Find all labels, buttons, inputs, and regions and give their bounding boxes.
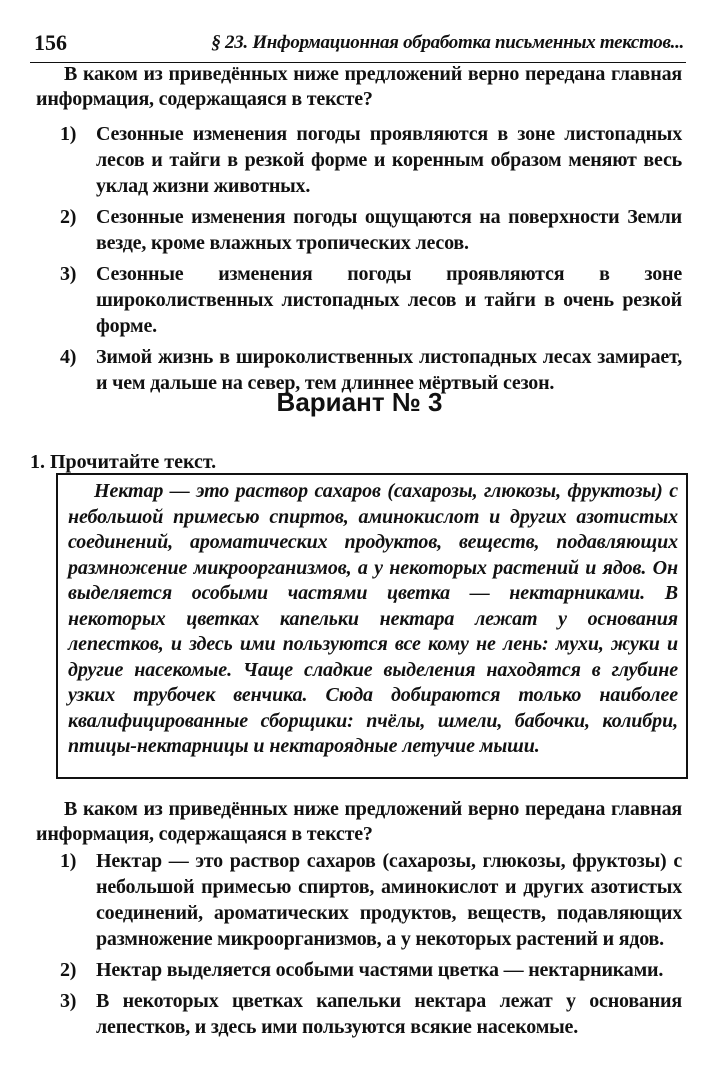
answer-option — [56, 988, 682, 1040]
task-1-label — [30, 451, 216, 474]
task-instruction: Прочитайте текст. — [50, 451, 217, 473]
option-text: Нектар — это раствор сахаров (сахарозы, глюкозы, фруктозы) с небольшой примесью спиртов, аминокислот и других азотистых соединений, ароматических продуктов, веществ, подавляющих размножение микроорганизмов, а у некоторых растений и ядов. — [96, 850, 682, 950]
answer-option — [56, 121, 682, 199]
task-number: 1. — [30, 451, 45, 473]
option-text: Зимой жизнь в широколиственных листопадных лесах замирает, и чем дальше на север, тем длиннее мёртвый сезон. — [96, 346, 682, 394]
running-title: § 23. Информационная обработка письменных текстов... — [211, 32, 684, 53]
question-2-prompt: В каком из приведённых ниже предложений верно передана главная информация, содержащаяся в тексте? — [36, 798, 682, 845]
option-text: В некоторых цветках капельки нектара лежат у основания лепестков, и здесь ими пользуются всякие насекомые. — [96, 990, 682, 1038]
variant-title: Вариант № 3 — [276, 387, 443, 417]
option-text: Сезонные изменения погоды проявляются в зоне широколиственных листопадных лесов и тайги в очень резкой форме. — [96, 263, 682, 337]
question-1-options — [56, 121, 682, 396]
page-header — [30, 28, 686, 63]
option-number: 4) — [60, 346, 77, 368]
answer-option — [56, 957, 682, 983]
option-number: 1) — [60, 850, 77, 872]
option-text: Нектар выделяется особыми частями цветка — нектарниками. — [96, 959, 664, 981]
answer-option — [56, 204, 682, 256]
question-2-options — [56, 848, 682, 1040]
option-number: 1) — [60, 123, 77, 145]
option-text: Сезонные изменения погоды ощущаются на поверхности Земли везде, кроме влажных тропических лесов. — [96, 206, 682, 254]
reading-text-box: Нектар — это раствор сахаров (сахарозы, глюкозы, фруктозы) с небольшой примесью спиртов, аминокислот и других азотистых соединений, ароматических продуктов, веществ, подавляющих размножение микроорганизмов, а у некоторых растений и ядов. Он выделяется особыми частями цветка — нектарниками. В некоторых цветках капельки нектара лежат у основания лепестков, и здесь ими пользуются все кому не лень: мухи, жуки и другие насекомые. Чаще сладкие выделения находятся в глубине узких трубочек венчика. Сюда добираются только наиболее квалифицированные сборщики: пчёлы, шмели, бабочки, колибри, птицы-нектарницы и нектароядные летучие мыши. — [56, 473, 688, 779]
answer-option — [56, 848, 682, 952]
option-number: 2) — [60, 959, 77, 981]
question-1-prompt: В каком из приведённых ниже предложений верно передана главная информация, содержащаяся в тексте? — [36, 63, 682, 110]
page-number: 156 — [34, 30, 67, 55]
option-text: Сезонные изменения погоды проявляются в зоне листопадных лесов и тайги в резкой форме и коренным образом меняют весь уклад жизни животных. — [96, 123, 682, 197]
option-number: 2) — [60, 206, 77, 228]
option-number: 3) — [60, 990, 77, 1012]
answer-option — [56, 261, 682, 339]
option-number: 3) — [60, 263, 77, 285]
